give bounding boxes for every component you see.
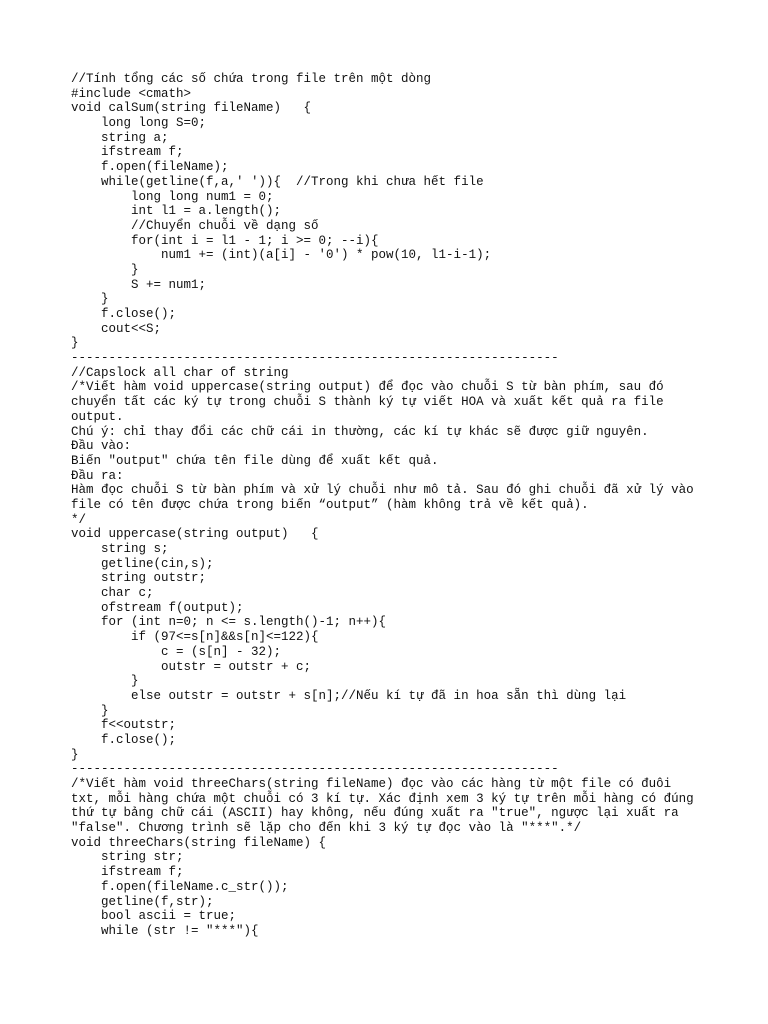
code-line: char c; — [71, 586, 154, 601]
code-line: Biến "output" chứa tên file dùng để xuất kết quả. — [71, 453, 439, 468]
code-line: txt, mỗi hàng chứa một chuỗi có 3 kí tự. Xác định xem 3 ký tự trên mỗi hàng có đúng — [71, 791, 694, 806]
code-line: thứ tự bảng chữ cái (ASCII) hay không, nếu đúng xuất ra "true", ngược lại xuất ra — [71, 806, 679, 821]
code-line: for(int i = l1 - 1; i >= 0; --i){ — [71, 233, 379, 248]
code-line: else outstr = outstr + s[n];//Nếu kí tự đã in hoa sẵn thì dùng lại — [71, 688, 627, 703]
code-line: f.open(fileName); — [71, 160, 229, 175]
code-line: void calSum(string fileName) { — [71, 101, 312, 116]
code-line: getline(f,str); — [71, 894, 214, 909]
code-line: f<<outstr; — [71, 718, 177, 733]
code-line: Đầu ra: — [71, 468, 124, 483]
code-line: file có tên được chứa trong biến “output” (hàm không trả về kết quả). — [71, 497, 589, 512]
code-line: long long num1 = 0; — [71, 189, 274, 204]
code-line: string a; — [71, 130, 169, 145]
code-line: for (int n=0; n <= s.length()-1; n++){ — [71, 615, 387, 630]
code-line: string str; — [71, 850, 184, 865]
code-line: */ — [71, 512, 87, 527]
code-line: output. — [71, 409, 124, 424]
code-line: f.open(fileName.c_str()); — [71, 879, 289, 894]
code-line: /*Viết hàm void uppercase(string output) để đọc vào chuỗi S từ bàn phím, sau đó — [71, 380, 664, 395]
code-line: getline(cin,s); — [71, 556, 214, 571]
code-line: bool ascii = true; — [71, 909, 237, 924]
code-line: long long S=0; — [71, 116, 207, 131]
code-line: outstr = outstr + c; — [71, 659, 312, 674]
code-line: S += num1; — [71, 277, 207, 292]
code-line: } — [71, 292, 109, 307]
code-line: chuyển tất các ký tự trong chuỗi S thành ký tự viết HOA và xuất kết quả ra file — [71, 395, 664, 410]
code-line: void uppercase(string output) { — [71, 527, 319, 542]
code-line: int l1 = a.length(); — [71, 204, 282, 219]
code-line: //Chuyển chuỗi về dạng số — [71, 218, 319, 233]
code-line: c = (s[n] - 32); — [71, 644, 282, 659]
code-line: Chú ý: chỉ thay đổi các chữ cái in thường, các kí tự khác sẽ được giữ nguyên. — [71, 424, 649, 439]
code-line: if (97<=s[n]&&s[n]<=122){ — [71, 630, 319, 645]
separator-line: ----------------------------------------------------------------- — [71, 351, 559, 366]
code-line: f.close(); — [71, 307, 177, 321]
code-line: } — [71, 262, 139, 277]
separator-line: ----------------------------------------------------------------- — [71, 762, 559, 777]
code-line: ifstream f; — [71, 145, 184, 160]
code-line: string s; — [71, 542, 169, 556]
code-line: Đầu vào: — [71, 439, 132, 454]
code-line: Hàm đọc chuỗi S từ bàn phím và xử lý chuỗi như mô tả. Sau đó ghi chuỗi đã xử lý vào — [71, 483, 694, 498]
code-line: "false". Chương trình sẽ lặp cho đến khi 3 ký tự đọc vào là "***".*/ — [71, 821, 582, 836]
code-line: //Tính tổng các số chứa trong file trên một dòng — [71, 72, 432, 86]
code-line: } — [71, 674, 139, 689]
code-line: while(getline(f,a,' ')){ //Trong khi chưa hết file — [71, 174, 484, 189]
code-line: f.close(); — [71, 732, 177, 747]
code-line: void threeChars(string fileName) { — [71, 835, 327, 850]
code-line: //Capslock all char of string — [71, 365, 289, 380]
code-line: ofstream f(output); — [71, 600, 244, 615]
code-line: #include <cmath> — [71, 86, 192, 101]
code-line: } — [71, 703, 109, 718]
code-line: } — [71, 747, 79, 762]
code-line: ifstream f; — [71, 865, 184, 880]
code-line: } — [71, 336, 79, 351]
code-line: string outstr; — [71, 571, 207, 586]
code-line: cout<<S; — [71, 321, 162, 336]
code-line: num1 += (int)(a[i] - '0') * pow(10, l1-i-1); — [71, 248, 492, 263]
code-line: while (str != "***"){ — [71, 923, 259, 938]
code-text-block — [71, 72, 731, 939]
code-line: /*Viết hàm void threeChars(string fileName) đọc vào các hàng từ một file có đuôi — [71, 777, 672, 791]
